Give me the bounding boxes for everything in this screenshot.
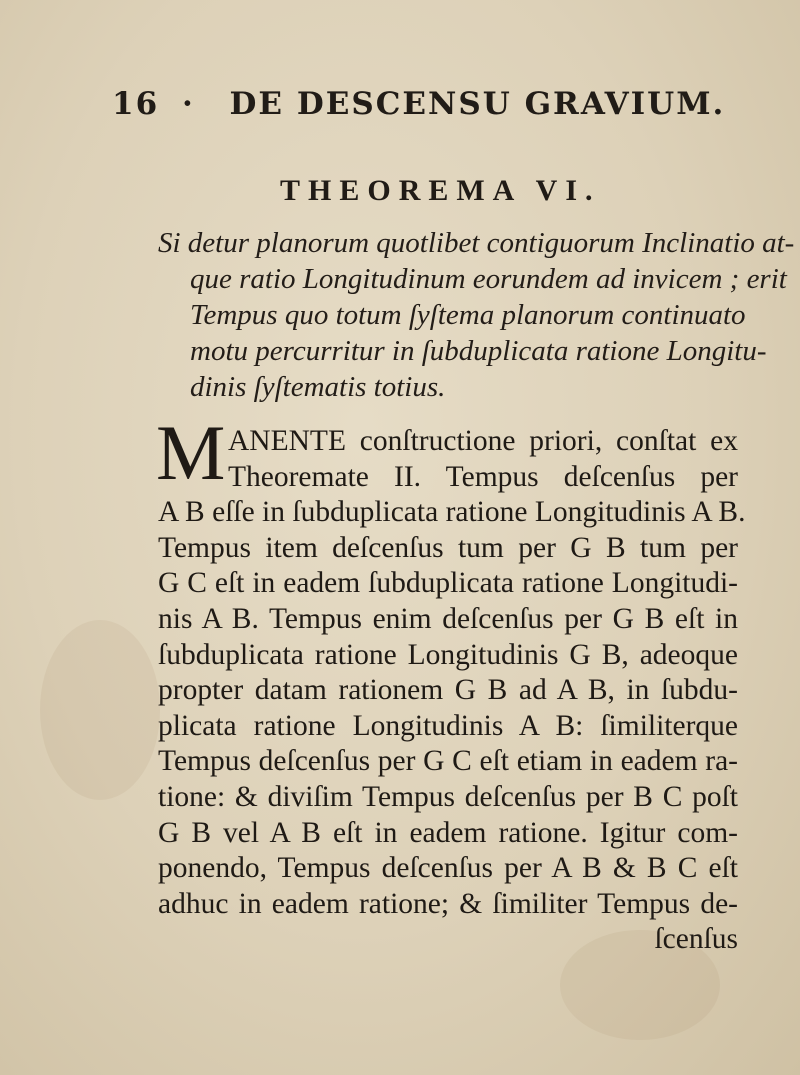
body-line: A B eſſe in ſubduplicata ratione Longitudinis A B. — [158, 496, 746, 529]
proposition-line: Si detur planorum quotlibet contiguorum Inclinatio at- — [158, 227, 795, 259]
page-number: 16 — [112, 86, 160, 122]
paper-stain — [40, 620, 160, 800]
proposition-line: Tempus quo totum ſyſtema planorum continuato — [190, 299, 746, 331]
catchword: ſcenſus — [654, 923, 738, 956]
proposition — [158, 225, 795, 405]
body-line: Tempus item deſcenſus tum per G B tum per — [158, 531, 738, 564]
proposition-line: dinis ſyſtematis totius. — [190, 371, 446, 403]
drop-cap: M — [156, 409, 226, 496]
body-line: tione: & diviſim Tempus deſcenſus per B C poſt — [158, 780, 738, 813]
running-title: DE DESCENSU GRAVIUM. — [229, 86, 726, 122]
body-line: ANENTE conſtructione priori, conſtat ex — [228, 425, 738, 457]
body-line: nis A B. Tempus enim deſcenſus per G B eſt in — [158, 602, 738, 635]
body-paragraph — [158, 424, 746, 958]
proposition-line: que ratio Longitudinum eorundem ad invicem ; erit — [190, 263, 787, 295]
body-line: ſubduplicata ratione Longitudinis G B, adeoque — [158, 638, 738, 671]
theorem-title: THEOREMA VI. — [280, 174, 601, 207]
body-line: propter datam rationem G B ad A B, in ſubdu- — [158, 674, 738, 707]
proposition-line: motu percurritur in ſubduplicata ratione Longitu- — [190, 335, 767, 367]
body-line: G B vel A B eſt in eadem ratione. Igitur com- — [158, 816, 738, 849]
body-line: adhuc in eadem ratione; & ſimiliter Tempus de- — [158, 887, 738, 920]
body-line: Tempus deſcenſus per G C eſt etiam in eadem ra- — [158, 745, 738, 778]
body-line: G C eſt in eadem ſubduplicata ratione Longitudi- — [158, 567, 738, 600]
header-separator: · — [181, 86, 195, 122]
body-line: ponendo, Tempus deſcenſus per A B & B C eſt — [158, 852, 738, 885]
running-header — [112, 86, 752, 122]
body-line: Theoremate II. Tempus deſcenſus per — [228, 460, 738, 493]
body-line: plicata ratione Longitudinis A B: ſimiliterque — [158, 709, 738, 742]
